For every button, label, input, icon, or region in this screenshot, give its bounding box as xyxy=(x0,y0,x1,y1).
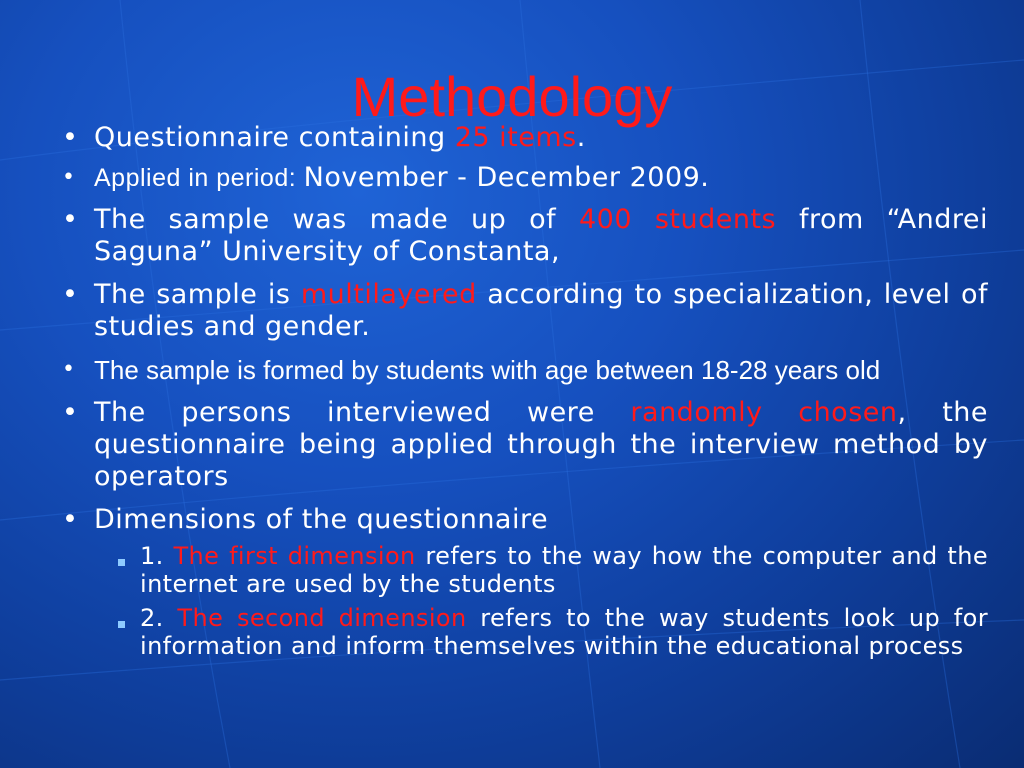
highlight-second-dimension: The second dimension xyxy=(177,604,467,632)
bullet-dot-icon: • xyxy=(62,279,79,310)
bullet-text-3: The sample was made up of 400 students from “Andrei Saguna” University of Constanta, xyxy=(94,204,988,267)
bullet-dot-icon: • xyxy=(62,397,79,428)
slide-title: Methodology xyxy=(351,65,673,128)
square-bullet-icon xyxy=(110,542,140,572)
bullet-dot-icon: • xyxy=(62,357,76,382)
bullet-text-5: The sample is formed by students with age between 18-28 years old xyxy=(94,355,881,385)
bullet-dot-icon: • xyxy=(62,204,79,235)
bullet-dot-icon: • xyxy=(62,165,76,190)
highlight-25-items: 25 items xyxy=(454,122,577,153)
bullet-item-7 xyxy=(60,504,988,536)
bullet-text-4: The sample is multilayered according to specialization, level of studies and gender. xyxy=(94,279,988,342)
bullet-item-2 xyxy=(60,162,988,194)
bullet-dot-icon: • xyxy=(62,504,79,535)
sub-bullet-item-2 xyxy=(110,604,988,660)
bullet-item-4 xyxy=(60,279,988,343)
bullet-item-6 xyxy=(60,397,988,493)
sub-bullet-text-1: 1. The first dimension refers to the way how the computer and the internet are used by the students xyxy=(140,542,988,598)
bullet-text-6: The persons interviewed were randomly chosen, the questionnaire being applied through the interview method by operators xyxy=(94,397,989,492)
bullet-text-1: Questionnaire containing 25 items. xyxy=(94,122,586,153)
bullet-dot-icon: • xyxy=(62,122,79,153)
bullet-item-5 xyxy=(60,354,988,386)
highlight-first-dimension: The first dimension xyxy=(173,542,416,570)
sub-bullet-item-1 xyxy=(110,542,988,598)
sub-bullet-text-2: 2. The second dimension refers to the way students look up for information and inform themselves within the educational process xyxy=(140,604,988,660)
highlight-randomly-chosen: randomly chosen xyxy=(630,397,898,428)
bullet-text-2: Applied in period: November - December 2009. xyxy=(94,162,710,193)
highlight-multilayered: multilayered xyxy=(300,279,477,310)
bullet-item-1 xyxy=(60,122,988,154)
highlight-400-students: 400 students xyxy=(578,204,777,235)
bullet-item-3 xyxy=(60,204,988,268)
square-bullet-icon xyxy=(110,604,140,634)
bullet-list xyxy=(60,122,988,660)
bullet-text-7: Dimensions of the questionnaire xyxy=(94,504,549,535)
